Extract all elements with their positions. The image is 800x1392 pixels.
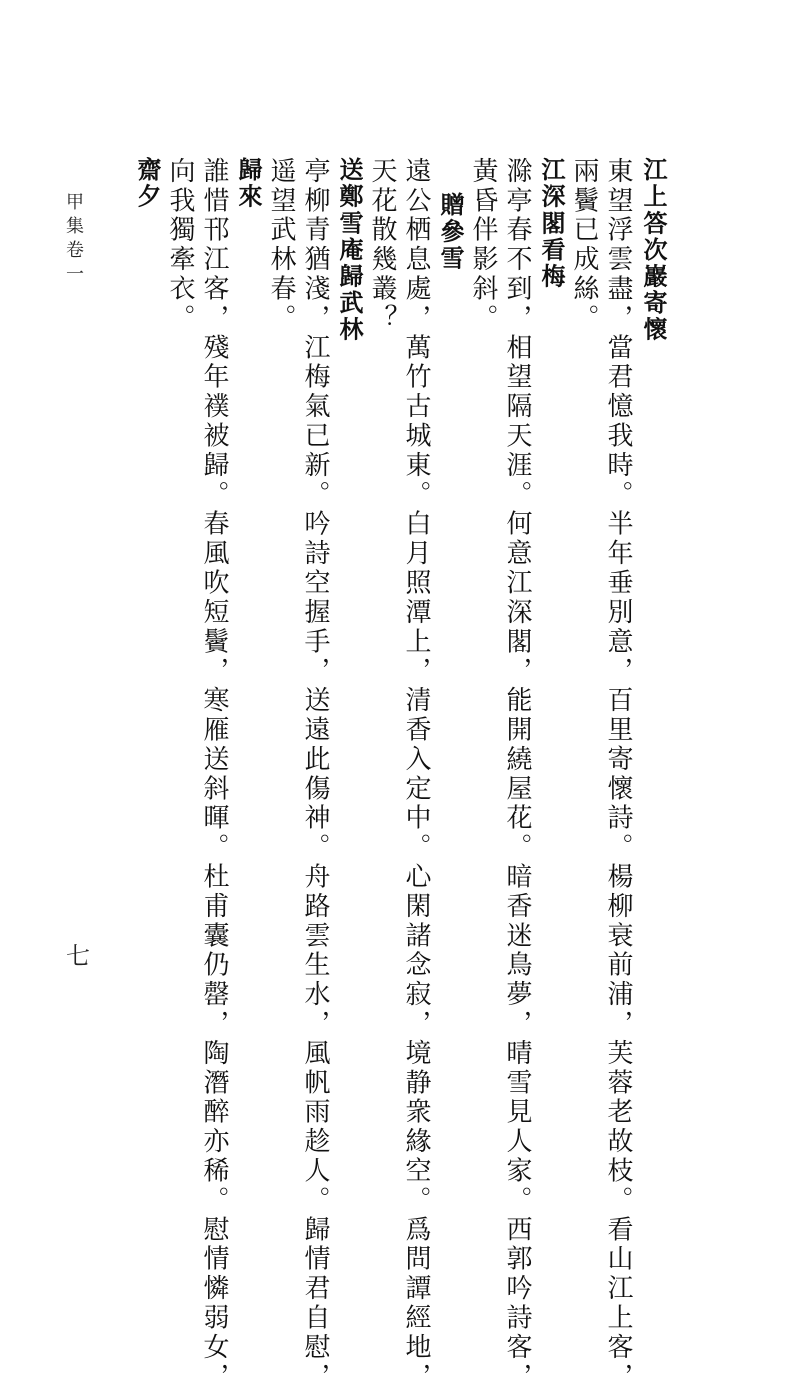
poem-line: 遥望武林春。 bbox=[266, 157, 296, 334]
poem-line: 向我獨牽衣。 bbox=[165, 157, 195, 334]
poem-line: 亭柳青猶淺，江梅氣已新。吟詩空握手，送遠此傷神。舟路雲生水，風帆雨趁人。歸情君自慰， bbox=[300, 157, 330, 1392]
poem-title: 歸來 bbox=[234, 157, 262, 211]
running-head: 甲集卷一 bbox=[63, 192, 84, 288]
poem-line: 誰惜邗江客，殘年襆被歸。春風吹短鬢，寒雁送斜暉。杜甫囊仍罄，陶潛醉亦稀。慰情憐弱女， bbox=[199, 157, 229, 1392]
poem-title: 齋夕 bbox=[133, 157, 161, 211]
poem-line: 東望浮雲盡，當君憶我時。半年垂別意，百里寄懷詩。楊柳衰前浦，芙蓉老故枝。看山江上客， bbox=[603, 157, 633, 1392]
poem-title: 江上答次巖寄懷 bbox=[639, 157, 667, 344]
poem-line: 黃昏伴影斜。 bbox=[468, 157, 498, 334]
poem-title: 送鄭雪庵歸武林 bbox=[335, 157, 363, 344]
poem-line: 天花散幾叢？ bbox=[367, 157, 397, 334]
poem-line: 兩鬢已成絲。 bbox=[569, 157, 599, 334]
poem-title: 江深閣看梅 bbox=[537, 157, 565, 290]
poem-title: 贈參雪 bbox=[436, 192, 464, 272]
poem-line: 滁亭春不到，相望隔天涯。何意江深閣，能開繞屋花。暗香迷鳥夢，晴雪見人家。西郭吟詩客， bbox=[502, 157, 532, 1392]
page-number: 七 bbox=[66, 942, 90, 970]
poem-line: 遠公栖息處，萬竹古城東。白月照潭上，清香入定中。心閑諸念寂，境静衆緣空。爲問譚經地， bbox=[401, 157, 431, 1392]
